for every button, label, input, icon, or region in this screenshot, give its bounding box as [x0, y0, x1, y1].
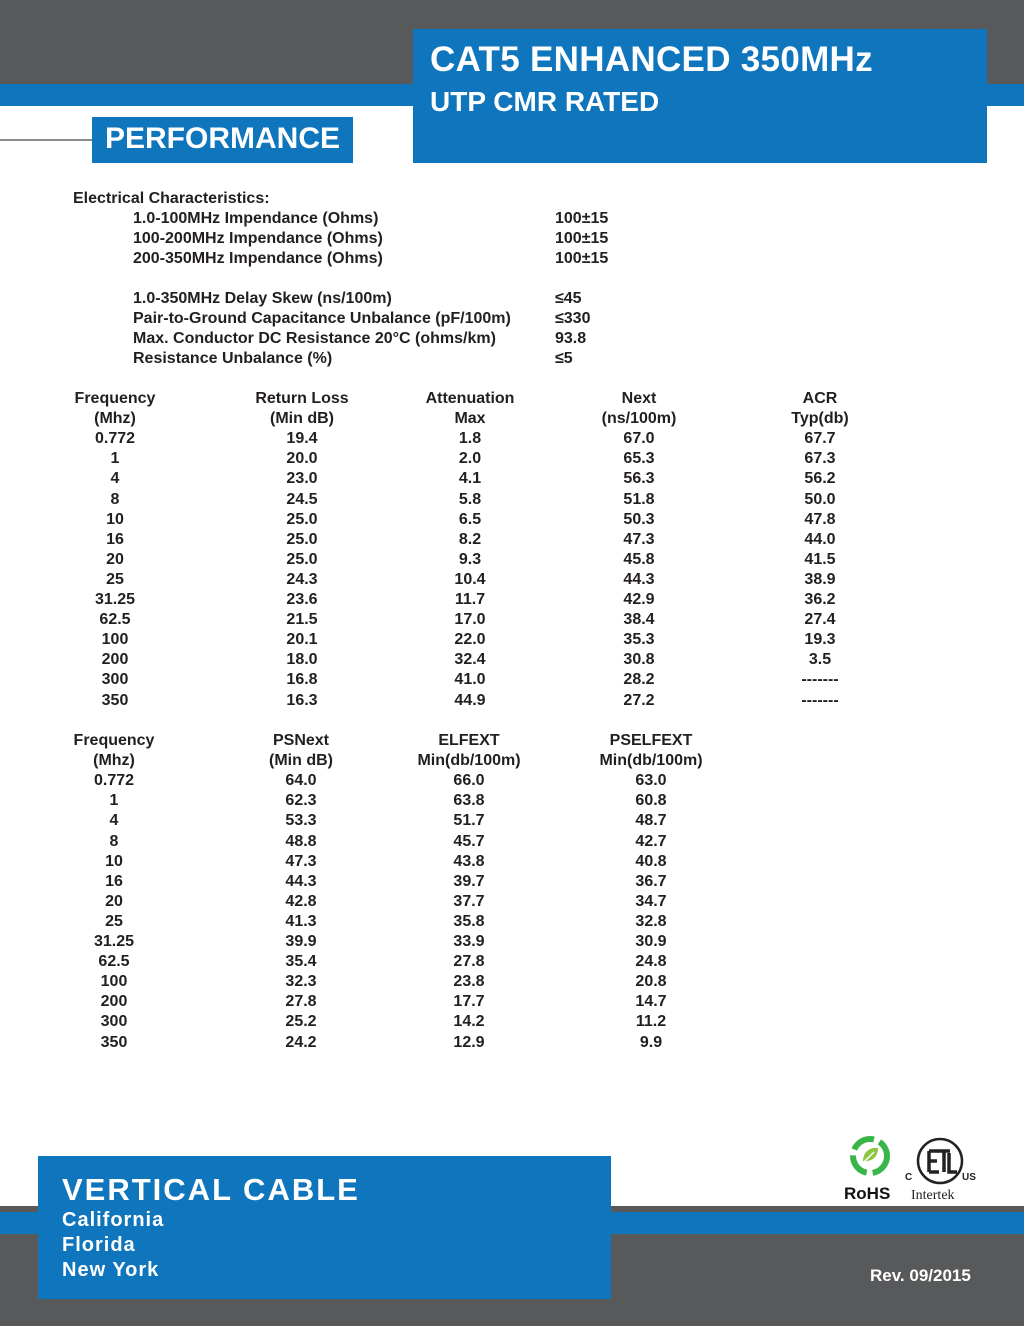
spec-label: Pair-to-Ground Capacitance Unbalance (pF/100m)	[133, 310, 511, 327]
table2-cell: 35.8	[453, 912, 485, 930]
etl-us-mark: US	[962, 1172, 976, 1183]
table1-cell: 67.7	[804, 430, 836, 448]
table2-cell: 47.3	[285, 852, 317, 870]
table1-cell: 0.772	[94, 430, 136, 448]
table1-cell: 27.4	[804, 611, 836, 629]
table2-cell: 9.9	[639, 1033, 663, 1051]
table2-cell: 25.2	[285, 1013, 317, 1031]
table1-cell: 200	[101, 651, 129, 669]
table2-cell: 60.8	[635, 792, 667, 810]
table2-cell: 39.7	[453, 872, 485, 890]
table1-cell: 28.2	[623, 671, 655, 689]
table1-cell: 10.4	[454, 570, 486, 588]
table1-cell: 23.0	[286, 470, 318, 488]
table1-cell: 44.9	[454, 691, 486, 709]
table1-cell: 1	[110, 450, 120, 468]
table1-cell: 8.2	[458, 530, 482, 548]
table2-cell: 64.0	[285, 772, 317, 790]
table1-cell: 4	[110, 470, 120, 488]
table1-cell: 47.3	[623, 530, 655, 548]
table1-cell: 20.0	[286, 450, 318, 468]
location-new-york: New York	[62, 1259, 160, 1281]
table2-column-header: Min(db/100m)	[417, 752, 521, 770]
table1-cell: 41.5	[804, 550, 836, 568]
table2-cell: 63.8	[453, 792, 485, 810]
table1-cell: 19.3	[804, 631, 836, 649]
table1-cell: -------	[801, 671, 839, 689]
table1-cell: 42.9	[623, 591, 655, 608]
table2-cell: 27.8	[285, 993, 317, 1011]
table2-cell: 30.9	[635, 933, 667, 950]
table1-cell: 50.0	[804, 490, 836, 508]
table1-cell: 25.0	[286, 550, 318, 568]
header-rule	[0, 139, 92, 141]
table2-cell: 1	[109, 792, 119, 810]
spec-value: ≤5	[555, 350, 573, 367]
table1-cell: 22.0	[454, 631, 486, 649]
table1-cell: 16	[106, 530, 124, 548]
electrical-heading: Electrical Characteristics:	[73, 190, 270, 207]
table2-cell: 53.3	[285, 812, 317, 830]
table1-column-header: Next	[621, 390, 657, 407]
table2-cell: 33.9	[453, 933, 485, 950]
table2-cell: 62.3	[285, 792, 317, 810]
company-name: VERTICAL CABLE	[62, 1172, 360, 1207]
table1-cell: 31.25	[94, 591, 136, 608]
table1-cell: 41.0	[454, 671, 486, 689]
table1-cell: 51.8	[623, 490, 655, 508]
product-subtitle: UTP CMR RATED	[430, 86, 660, 117]
spec-value: 100±15	[555, 210, 609, 227]
table2-cell: 51.7	[453, 812, 485, 830]
rohs-label: RoHS	[844, 1184, 891, 1203]
table1-cell: 50.3	[623, 510, 655, 528]
spec-value: ≤45	[555, 290, 582, 307]
table1-cell: 25	[106, 570, 124, 588]
table2-column-header: (Min dB)	[269, 752, 333, 770]
table1-cell: 3.5	[808, 651, 832, 669]
table1-cell: 21.5	[286, 611, 318, 629]
table1-cell: 6.5	[458, 510, 482, 528]
table2-cell: 20	[105, 892, 123, 910]
table1-cell: 56.3	[623, 470, 655, 488]
table1-cell: 67.3	[804, 450, 836, 468]
table2-cell: 23.8	[453, 973, 485, 991]
table1-cell: 62.5	[99, 611, 131, 629]
spec-label: Resistance Unbalance (%)	[133, 350, 333, 367]
table1-cell: -------	[801, 691, 839, 709]
table1-cell: 45.8	[623, 550, 655, 568]
table1-cell: 20.1	[286, 631, 318, 649]
table2-cell: 20.8	[635, 973, 667, 991]
table1-cell: 44.3	[623, 570, 655, 588]
table2-cell: 40.8	[635, 852, 667, 870]
table1-column-header: Attenuation	[425, 390, 515, 407]
table2-column-header: PSNext	[272, 732, 330, 749]
table1-cell: 25.0	[286, 530, 318, 548]
location-california: California	[62, 1209, 165, 1231]
table1-cell: 38.4	[623, 611, 655, 629]
table1-cell: 44.0	[804, 530, 836, 548]
table1-column-header: (Min dB)	[270, 410, 334, 428]
spec-label: 1.0-350MHz Delay Skew (ns/100m)	[133, 290, 392, 307]
table2-cell: 11.2	[635, 1013, 667, 1031]
table2-cell: 25	[105, 912, 123, 930]
table2-cell: 16	[105, 872, 123, 890]
table2-cell: 36.7	[635, 872, 667, 890]
section-title: PERFORMANCE	[105, 122, 341, 155]
table2-cell: 48.8	[285, 832, 317, 850]
spec-label: 200-350MHz Impendance (Ohms)	[133, 250, 383, 267]
table1-cell: 100	[101, 631, 129, 649]
table1-column-header: Max	[454, 410, 486, 428]
table1-column-header: Return Loss	[255, 390, 349, 407]
table1-cell: 23.6	[286, 591, 318, 608]
table2-cell: 200	[100, 993, 128, 1011]
table2-column-header: ELFEXT	[438, 732, 500, 749]
revision-label: Rev. 09/2015	[870, 1266, 971, 1285]
table1-column-header: ACR	[802, 390, 838, 407]
table2-cell: 44.3	[285, 872, 317, 890]
table1-cell: 11.7	[454, 591, 486, 608]
table2-cell: 300	[100, 1013, 128, 1031]
etl-c-mark: C	[905, 1172, 913, 1183]
table1-cell: 56.2	[804, 470, 836, 488]
table2-column-header: PSELFEXT	[609, 732, 693, 749]
table1-column-header: (ns/100m)	[601, 410, 677, 428]
table2-cell: 24.2	[285, 1033, 317, 1051]
table2-cell: 45.7	[453, 832, 485, 850]
table1-cell: 9.3	[458, 550, 482, 568]
table1-cell: 65.3	[623, 450, 655, 468]
table1-cell: 4.1	[458, 470, 482, 488]
table2-column-header: (Mhz)	[93, 752, 135, 770]
table2-cell: 24.8	[635, 953, 667, 971]
spec-value: 100±15	[555, 250, 609, 267]
table1-cell: 19.4	[286, 430, 318, 448]
table1-cell: 300	[101, 671, 129, 689]
table1-cell: 5.8	[458, 490, 482, 508]
table1-column-header: Frequency	[74, 390, 156, 407]
table1-cell: 36.2	[804, 591, 836, 608]
table1-cell: 16.8	[286, 671, 318, 689]
table2-column-header: Frequency	[73, 732, 155, 749]
table2-cell: 17.7	[453, 993, 485, 1011]
table2-cell: 8	[109, 832, 119, 850]
table2-cell: 42.8	[285, 892, 317, 910]
table2-cell: 32.8	[635, 912, 667, 930]
table2-cell: 0.772	[93, 772, 135, 790]
table2-cell: 27.8	[453, 953, 485, 971]
table2-cell: 34.7	[635, 892, 667, 910]
table1-column-header: (Mhz)	[94, 410, 136, 428]
table1-cell: 47.8	[804, 510, 836, 528]
table1-cell: 350	[101, 691, 129, 709]
table1-cell: 10	[106, 510, 124, 528]
table2-cell: 4	[109, 812, 119, 830]
table1-cell: 16.3	[286, 691, 318, 709]
table1-cell: 18.0	[286, 651, 318, 669]
table1-cell: 24.3	[286, 570, 318, 588]
table1-cell: 38.9	[804, 570, 836, 588]
rohs-recycle-icon	[843, 1135, 901, 1177]
intertek-label: Intertek	[911, 1188, 955, 1203]
table2-cell: 31.25	[93, 933, 135, 950]
table2-cell: 66.0	[453, 772, 485, 790]
spec-label: Max. Conductor DC Resistance 20°C (ohms/km)	[133, 330, 496, 347]
table2-cell: 41.3	[285, 912, 317, 930]
table2-column-header: Min(db/100m)	[599, 752, 703, 770]
table2-cell: 14.2	[453, 1013, 485, 1031]
table2-cell: 39.9	[285, 933, 317, 950]
etl-listed-icon	[902, 1135, 978, 1187]
spec-label: 1.0-100MHz Impendance (Ohms)	[133, 210, 379, 227]
table2-cell: 37.7	[453, 892, 485, 910]
table2-cell: 32.3	[285, 973, 317, 991]
table1-cell: 27.2	[623, 691, 655, 709]
spec-value: 100±15	[555, 230, 609, 247]
table2-cell: 63.0	[635, 772, 667, 790]
table2-cell: 350	[100, 1033, 128, 1051]
table2-cell: 35.4	[285, 953, 317, 971]
table2-cell: 43.8	[453, 852, 485, 870]
table1-cell: 2.0	[458, 450, 482, 468]
table2-cell: 12.9	[453, 1033, 485, 1051]
table2-cell: 100	[100, 973, 128, 991]
table1-cell: 8	[110, 490, 120, 508]
location-florida: Florida	[62, 1234, 136, 1256]
table1-cell: 35.3	[623, 631, 655, 649]
table2-cell: 10	[105, 852, 123, 870]
table1-cell: 32.4	[454, 651, 486, 669]
table1-cell: 24.5	[286, 490, 318, 508]
table1-cell: 67.0	[623, 430, 655, 448]
spec-value: 93.8	[555, 330, 587, 347]
table2-cell: 42.7	[635, 832, 667, 850]
spec-value: ≤330	[555, 310, 591, 327]
table1-cell: 30.8	[623, 651, 655, 669]
table1-cell: 25.0	[286, 510, 318, 528]
table1-column-header: Typ(db)	[791, 410, 849, 428]
table2-cell: 62.5	[98, 953, 130, 971]
table1-cell: 20	[106, 550, 124, 568]
product-title: CAT5 ENHANCED 350MHz	[430, 40, 873, 79]
table1-cell: 17.0	[454, 611, 486, 629]
table2-cell: 48.7	[635, 812, 667, 830]
spec-label: 100-200MHz Impendance (Ohms)	[133, 230, 383, 247]
table1-cell: 1.8	[458, 430, 482, 448]
table2-cell: 14.7	[635, 993, 667, 1011]
